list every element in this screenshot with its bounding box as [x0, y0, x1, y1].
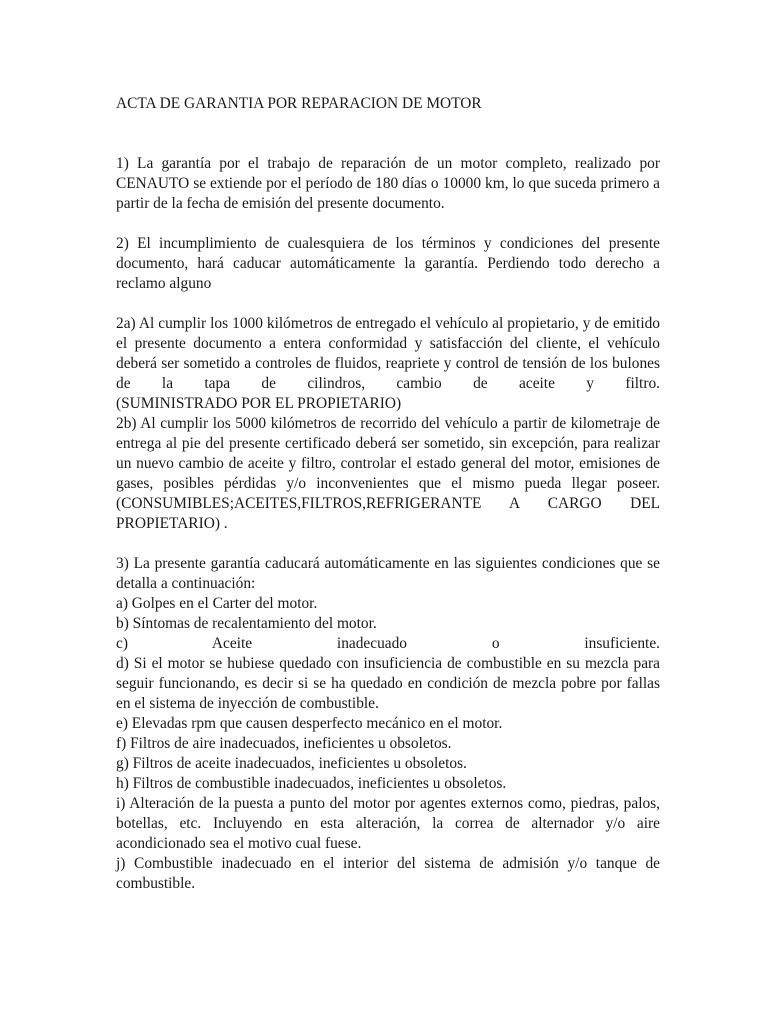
clause-2a: 2a) Al cumplir los 1000 kilómetros de entregado el vehículo al propietario, y de emitido el presente documento a entera conformidad y satisfacción del cliente, el vehículo deberá ser sometido a controles de fluidos, reapriete y control de tensión de los bulones de la tapa de cilindros, cambio de aceite y filtro.: [116, 315, 660, 392]
condition-a: a) Golpes en el Carter del motor.: [116, 595, 318, 612]
clause-1: 1) La garantía por el trabajo de reparación de un motor completo, realizado por CENAUTO se extiende por el período de 180 días o 10000 km, lo que suceda primero a partir de la fecha de emisión del presente documento.: [116, 155, 660, 212]
condition-j: j) Combustible inadecuado en el interior del sistema de admisión y/o tanque de combustible.: [116, 855, 660, 892]
condition-c: c) Aceite inadecuado o insuficiente.: [116, 635, 660, 652]
clause-2b-note: (CONSUMIBLES;ACEITES,FILTROS,REFRIGERANTE A CARGO DEL PROPIETARIO) .: [116, 495, 660, 532]
condition-e: e) Elevadas rpm que causen desperfecto mecánico en el motor.: [116, 715, 503, 732]
clause-2a-note: (SUMINISTRADO POR EL PROPIETARIO): [116, 395, 402, 412]
condition-b: b) Síntomas de recalentamiento del motor.: [116, 615, 377, 632]
clause-3-intro: 3) La presente garantía caducará automáticamente en las siguientes condiciones que se detalla a continuación:: [116, 555, 660, 592]
clause-2: 2) El incumplimiento de cualesquiera de los términos y condiciones del presente documento, hará caducar automáticamente la garantía. Perdiendo todo derecho a reclamo alguno: [116, 235, 660, 292]
condition-i: i) Alteración de la puesta a punto del motor por agentes externos como, piedras, palos, botellas, etc. Incluyendo en esta alteración, la correa de alternador y/o aire acondicionado sea el motivo cual fuese.: [116, 795, 660, 852]
condition-h: h) Filtros de combustible inadecuados, ineficientes u obsoletos.: [116, 775, 507, 792]
document-page: [116, 94, 660, 894]
document-title: ACTA DE GARANTIA POR REPARACION DE MOTOR: [116, 95, 482, 112]
condition-d: d) Si el motor se hubiese quedado con insuficiencia de combustible en su mezcla para seguir funcionando, es decir si se ha quedado en condición de mezcla pobre por fallas en el sistema de inyección de combustible.: [116, 655, 660, 712]
condition-g: g) Filtros de aceite inadecuados, ineficientes u obsoletos.: [116, 755, 467, 772]
condition-f: f) Filtros de aire inadecuados, ineficientes u obsoletos.: [116, 735, 452, 752]
clause-2b: 2b) Al cumplir los 5000 kilómetros de recorrido del vehículo a partir de kilometraje de entrega al pie del presente certificado deberá ser sometido, sin excepción, para realizar un nuevo cambio de aceite y filtro, controlar el estado general del motor, emisiones de gases, posibles pérdidas y/o inconvenientes que el mismo pueda llegar poseer.: [116, 415, 660, 492]
